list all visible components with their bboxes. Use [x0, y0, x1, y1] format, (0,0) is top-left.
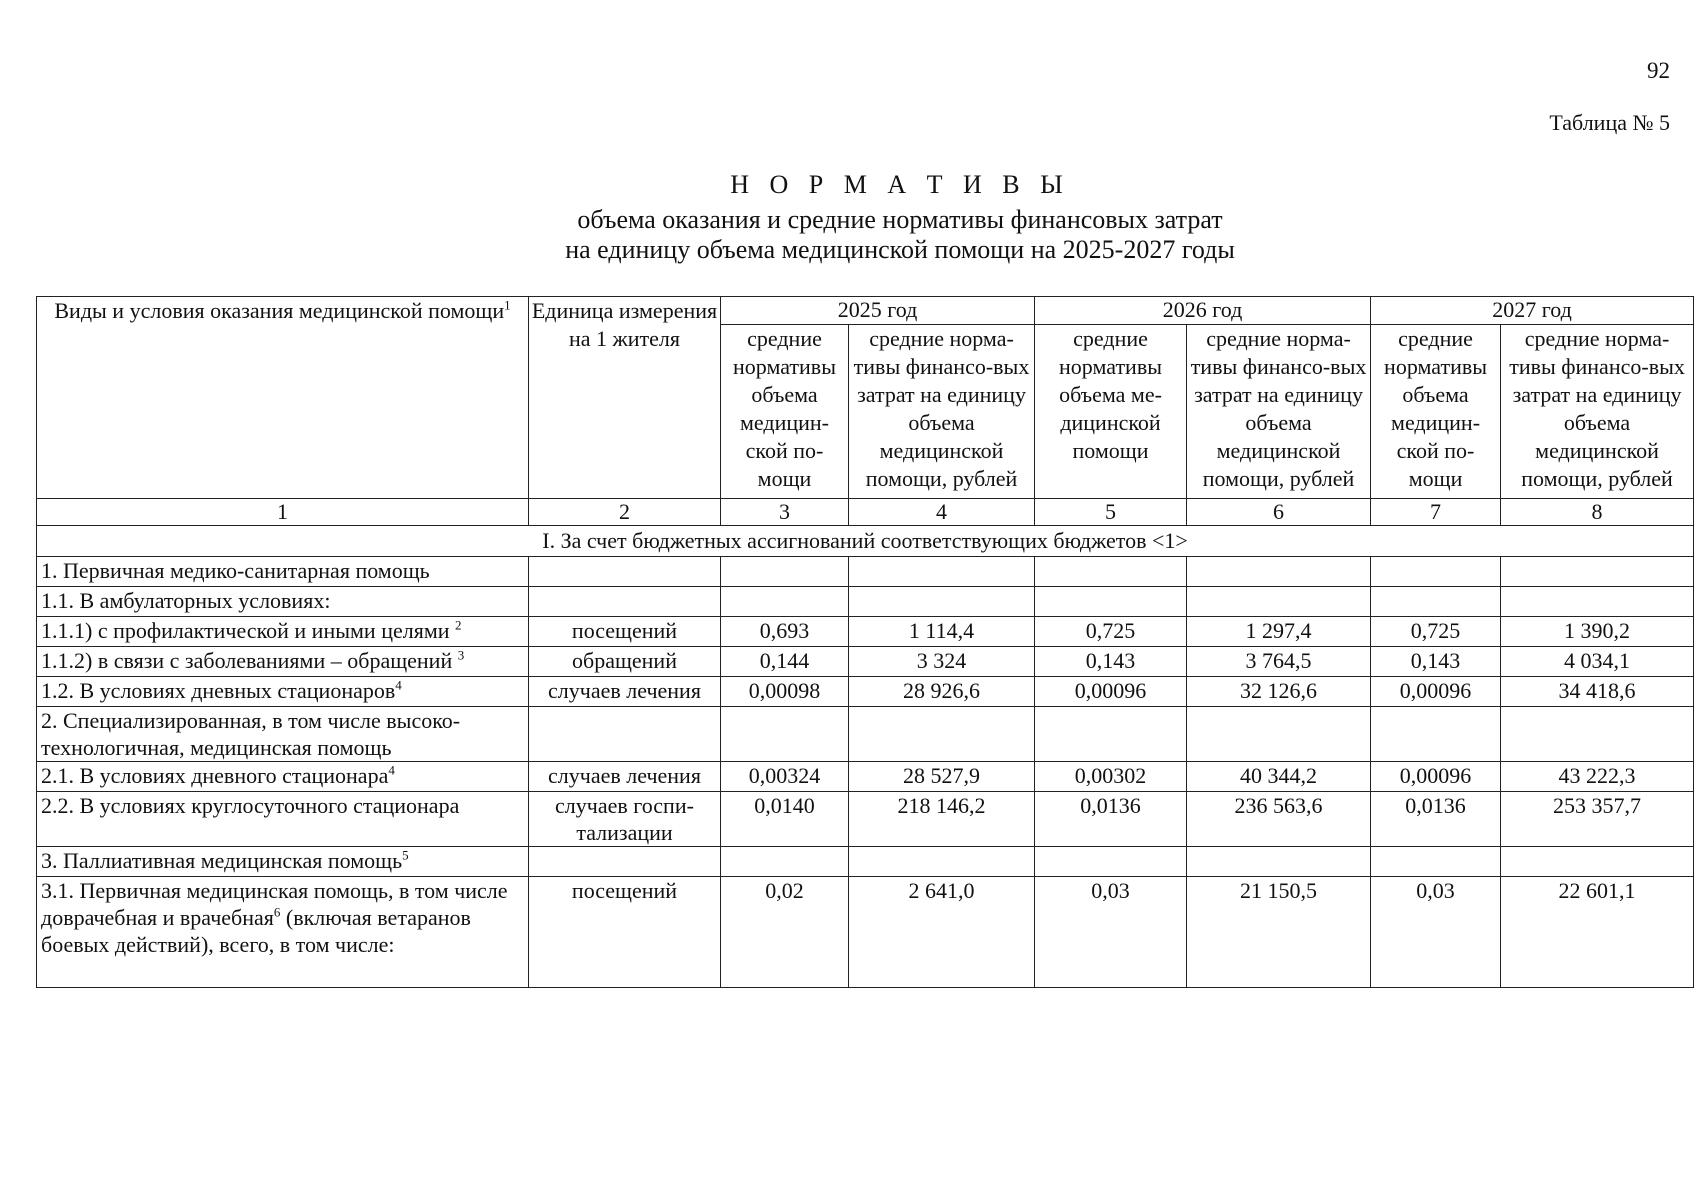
row-unit: случаев лечения [529, 677, 721, 707]
row-name: 2.2. В условиях круглосуточного стационара [37, 792, 529, 847]
row-cost-2026: 32 126,6 [1187, 677, 1371, 707]
row-name: 2. Специализированная, в том числе высоко-технологичная, медицинская помощь [37, 707, 529, 762]
section-title: I. За счет бюджетных ассигнований соответствующих бюджетов <1> [37, 526, 1694, 557]
table-row [37, 557, 1694, 587]
row-name: 1.1.1) с профилактической и иными целями $^2$ [37, 617, 529, 647]
table-row [37, 792, 1694, 847]
column-number: 8 [1501, 499, 1694, 526]
column-number: 5 [1035, 499, 1187, 526]
row-unit [529, 557, 721, 587]
row-volume-2027 [1371, 847, 1501, 877]
row-volume-2025: 0,02 [721, 877, 849, 988]
row-cost-2026: 236 563,6 [1187, 792, 1371, 847]
row-unit: обращений [529, 647, 721, 677]
table-row [37, 877, 1694, 988]
row-cost-2025: 218 146,2 [849, 792, 1035, 847]
header-year-2026: 2026 год [1035, 297, 1371, 325]
page-number: 92 [1647, 58, 1670, 83]
header-volume-2026: средние нормативы объема ме-дицинской помощи [1035, 325, 1187, 499]
header-unit: Единица измерения на 1 жителя [529, 297, 721, 499]
row-cost-2025 [849, 587, 1035, 617]
row-name: 2.1. В условиях дневного стационара$^4$ [37, 762, 529, 792]
row-unit [529, 587, 721, 617]
row-volume-2026 [1035, 587, 1187, 617]
row-cost-2027: 22 601,1 [1501, 877, 1694, 988]
row-volume-2026: 0,00302 [1035, 762, 1187, 792]
table-row [37, 847, 1694, 877]
column-number: 6 [1187, 499, 1371, 526]
row-cost-2026: 3 764,5 [1187, 647, 1371, 677]
normatives-table [36, 296, 1694, 988]
row-volume-2026: 0,143 [1035, 647, 1187, 677]
row-volume-2025: 0,0140 [721, 792, 849, 847]
row-volume-2025: 0,693 [721, 617, 849, 647]
row-name: 3.1. Первичная медицинская помощь, в том числе доврачебная и врачебная$^6$ (включая ветаранов боевых действий), всего, в том числе: [37, 877, 529, 988]
row-cost-2027: 43 222,3 [1501, 762, 1694, 792]
row-volume-2026 [1035, 847, 1187, 877]
row-cost-2027: 253 357,7 [1501, 792, 1694, 847]
row-name: 1.1. В амбулаторных условиях: [37, 587, 529, 617]
header-row-years [37, 297, 1694, 325]
table-row [37, 587, 1694, 617]
header-cost-2026: средние норма-тивы финансо-вых затрат на единицу объема медицинской помощи, рублей [1187, 325, 1371, 499]
row-unit: посещений [529, 877, 721, 988]
table-row [37, 647, 1694, 677]
row-name: 1.1.2) в связи с заболеваниями – обращений $^3$ [37, 647, 529, 677]
document-subtitle-line2: на единицу объема медицинской помощи на 2025-2027 годы [565, 235, 1235, 264]
column-number: 1 [37, 499, 529, 526]
row-name: 1.2. В условиях дневных стационаров$^4$ [37, 677, 529, 707]
row-volume-2027 [1371, 587, 1501, 617]
row-volume-2026: 0,00096 [1035, 677, 1187, 707]
row-cost-2027 [1501, 557, 1694, 587]
table-row [37, 762, 1694, 792]
column-number-row [37, 499, 1694, 526]
row-cost-2027: 1 390,2 [1501, 617, 1694, 647]
row-cost-2026: 21 150,5 [1187, 877, 1371, 988]
row-volume-2025 [721, 847, 849, 877]
row-cost-2025: 2 641,0 [849, 877, 1035, 988]
column-number: 7 [1371, 499, 1501, 526]
row-cost-2027: 34 418,6 [1501, 677, 1694, 707]
row-unit [529, 847, 721, 877]
column-number: 3 [721, 499, 849, 526]
table-row [37, 617, 1694, 647]
header-cost-2025: средние норма-тивы финансо-вых затрат на единицу объема медицинской помощи, рублей [849, 325, 1035, 499]
row-cost-2026 [1187, 847, 1371, 877]
row-cost-2025: 1 114,4 [849, 617, 1035, 647]
row-volume-2026: 0,0136 [1035, 792, 1187, 847]
row-cost-2026: 40 344,2 [1187, 762, 1371, 792]
row-cost-2025: 3 324 [849, 647, 1035, 677]
row-cost-2027 [1501, 707, 1694, 762]
header-types-of-care: Виды и условия оказания медицинской помощи$^1$ [37, 297, 529, 499]
column-number: 4 [849, 499, 1035, 526]
row-volume-2025: 0,00098 [721, 677, 849, 707]
row-volume-2026 [1035, 557, 1187, 587]
row-cost-2026 [1187, 707, 1371, 762]
row-cost-2025: 28 926,6 [849, 677, 1035, 707]
row-volume-2027: 0,00096 [1371, 762, 1501, 792]
header-cost-2027: средние норма-тивы финансо-вых затрат на единицу объема медицинской помощи, рублей [1501, 325, 1694, 499]
document-title: Н О Р М А Т И В Ы [730, 170, 1070, 199]
row-unit: случаев госпи-тализации [529, 792, 721, 847]
row-unit: случаев лечения [529, 762, 721, 792]
table-row [37, 677, 1694, 707]
row-name: 1. Первичная медико-санитарная помощь [37, 557, 529, 587]
row-volume-2027 [1371, 557, 1501, 587]
row-volume-2025: 0,00324 [721, 762, 849, 792]
header-year-2027: 2027 год [1371, 297, 1694, 325]
row-volume-2026: 0,03 [1035, 877, 1187, 988]
column-number: 2 [529, 499, 721, 526]
row-volume-2026: 0,725 [1035, 617, 1187, 647]
row-cost-2026: 1 297,4 [1187, 617, 1371, 647]
row-cost-2026 [1187, 557, 1371, 587]
header-year-2025: 2025 год [721, 297, 1035, 325]
row-volume-2025 [721, 707, 849, 762]
row-cost-2025 [849, 557, 1035, 587]
row-cost-2027 [1501, 587, 1694, 617]
row-cost-2025: 28 527,9 [849, 762, 1035, 792]
header-volume-2027: средние нормативы объема медицин-ской по-мощи [1371, 325, 1501, 499]
document-subtitle-line1: объема оказания и средние нормативы финансовых затрат [577, 205, 1223, 234]
row-unit [529, 707, 721, 762]
row-volume-2027: 0,143 [1371, 647, 1501, 677]
row-volume-2026 [1035, 707, 1187, 762]
row-cost-2027 [1501, 847, 1694, 877]
table-label: Таблица № 5 [1549, 110, 1670, 135]
section-row [37, 526, 1694, 557]
row-cost-2027: 4 034,1 [1501, 647, 1694, 677]
row-name: 3. Паллиативная медицинская помощь$^5$ [37, 847, 529, 877]
row-volume-2025 [721, 557, 849, 587]
row-volume-2025 [721, 587, 849, 617]
row-volume-2027: 0,0136 [1371, 792, 1501, 847]
row-cost-2025 [849, 707, 1035, 762]
row-volume-2027: 0,03 [1371, 877, 1501, 988]
row-cost-2026 [1187, 587, 1371, 617]
row-volume-2027: 0,00096 [1371, 677, 1501, 707]
row-volume-2025: 0,144 [721, 647, 849, 677]
table-row [37, 707, 1694, 762]
row-cost-2025 [849, 847, 1035, 877]
row-volume-2027: 0,725 [1371, 617, 1501, 647]
header-volume-2025: средние нормативы объема медицин-ской по-мощи [721, 325, 849, 499]
row-volume-2027 [1371, 707, 1501, 762]
row-unit: посещений [529, 617, 721, 647]
